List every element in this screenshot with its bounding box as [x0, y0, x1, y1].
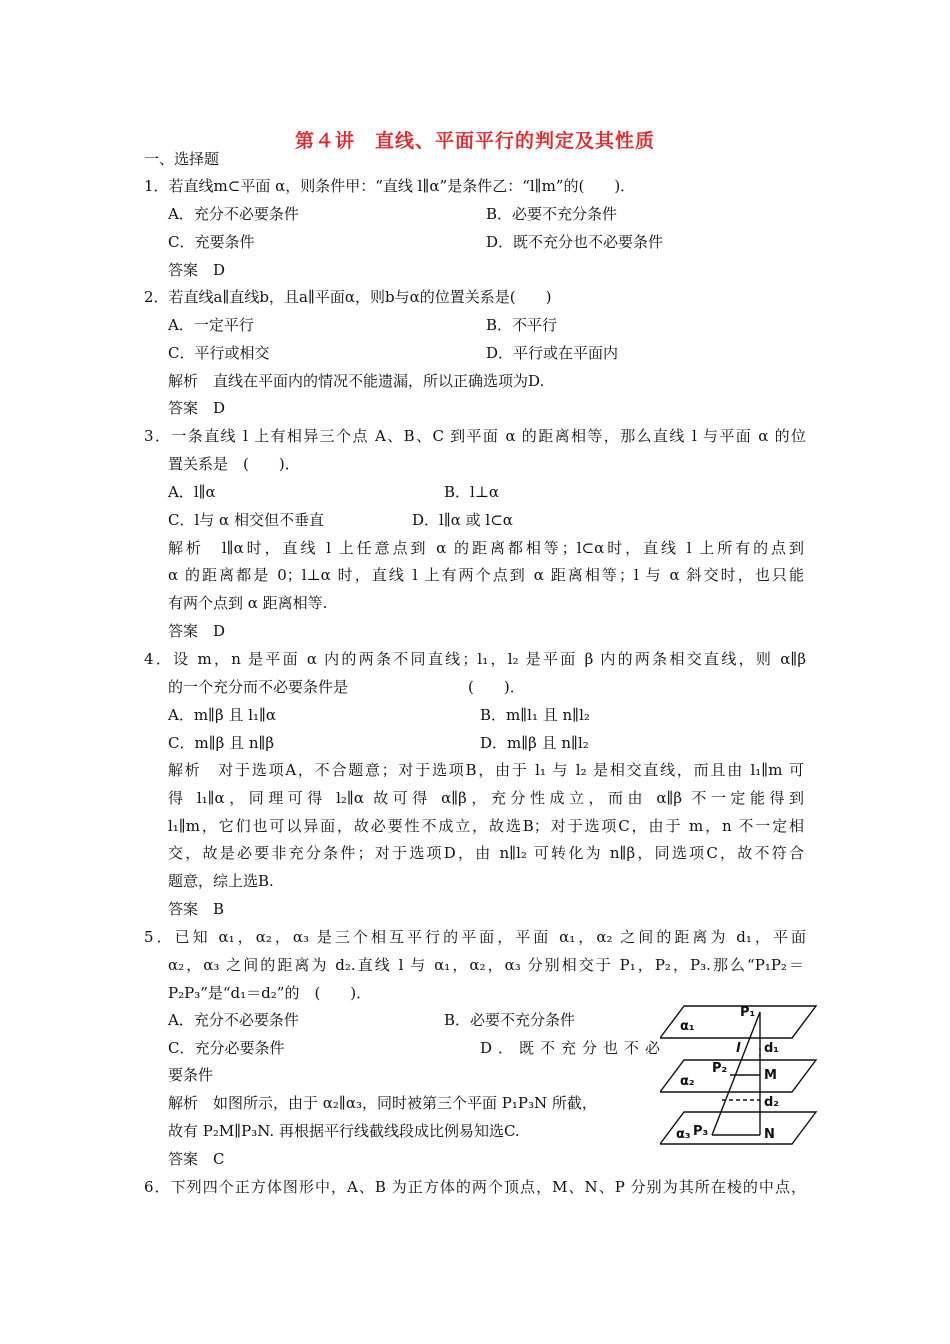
q5-answer: 答案 C — [168, 1150, 225, 1168]
q4-analysis-line5: 题意，综上选B. — [168, 872, 274, 890]
label-p2: P₂ — [712, 1061, 728, 1076]
label-alpha3: α₃ — [676, 1127, 691, 1142]
label-p1: P₁ — [740, 1005, 756, 1020]
parallel-planes-figure — [660, 1000, 818, 1150]
q5-option-b: B．必要不充分条件 — [444, 1011, 576, 1029]
q5-option-a: A．充分不必要条件 — [168, 1011, 299, 1029]
q5-analysis-line1: 解析 如图所示，由于 α₂∥α₃，同时被第三个平面 P₁P₃N 所截， — [168, 1094, 597, 1112]
q2-answer: 答案 D — [168, 399, 226, 417]
label-l: l — [736, 1041, 741, 1056]
q4-option-d: D．m∥β 且 n∥l₂ — [480, 734, 589, 752]
q1-answer: 答案 D — [168, 261, 226, 279]
q5-stem-line1: 5．已知 α₁，α₂，α₃ 是三个相互平行的平面，平面 α₁，α₂ 之间的距离为 d₁，平面 — [144, 928, 806, 946]
q4-option-c: C．m∥β 且 n∥β — [168, 734, 275, 752]
q4-analysis-line2: 得 l₁∥α，同理可得 l₂∥α 故可得 α∥β，充分性成立，而由 α∥β 不一定能得到 — [168, 789, 804, 807]
q4-analysis-line1: 解析 对于选项A，不合题意；对于选项B，由于 l₁ 与 l₂ 是相交直线，而且由 l₁∥m 可 — [168, 761, 804, 779]
q3-option-b: B．l⊥α — [444, 483, 500, 501]
q3-stem-line2: 置关系是 ( )． — [168, 455, 300, 473]
q2-option-d: D．平行或在平面内 — [486, 344, 619, 362]
label-n: N — [764, 1127, 775, 1142]
label-alpha1: α₁ — [680, 1019, 695, 1034]
q3-analysis-line1: 解析 l∥α时，直线 l 上任意点到 α 的距离都相等；l⊂α时，直线 l 上所有的点到 — [168, 539, 804, 557]
page-title: 第４讲 直线、平面平行的判定及其性质 — [294, 130, 655, 152]
q2-option-b: B．不平行 — [486, 316, 558, 334]
q5-option-d-cont: 要条件 — [168, 1066, 214, 1084]
q4-stem-line1: 4．设 m，n 是平面 α 内的两条不同直线；l₁，l₂ 是平面 β 内的两条相交直线，则 α∥β — [144, 650, 806, 668]
q1-option-c: C．充要条件 — [168, 233, 255, 251]
q5-analysis-line2: 故有 P₂M∥P₃N. 再根据平行线截线段成比例易知选C. — [168, 1122, 520, 1140]
q1-option-d: D．既不充分也不必要条件 — [486, 233, 664, 251]
q1-option-b: B．必要不充分条件 — [486, 205, 618, 223]
q3-stem-line1: 3．一条直线 l 上有相异三个点 A、B、C 到平面 α 的距离相等，那么直线 l 与平面 α 的位 — [144, 427, 806, 445]
label-d1: d₁ — [764, 1041, 779, 1056]
label-p3: P₃ — [693, 1124, 709, 1139]
q2-analysis: 解析 直线在平面内的情况不能遗漏，所以正确选项为D. — [168, 372, 545, 390]
q1-stem: 1．若直线m⊂平面 α，则条件甲：“直线 l∥α”是条件乙：“l∥m”的( )． — [144, 177, 636, 195]
q4-analysis-line3: l₁∥m，它们也可以异面，故必要性不成立，故选B；对于选项C，由于 m，n 不一定相 — [168, 817, 804, 835]
q5-option-c: C．充分必要条件 — [168, 1039, 285, 1057]
q4-answer: 答案 B — [168, 900, 225, 918]
q3-option-c: C．l与 α 相交但不垂直 — [168, 511, 324, 529]
q4-stem-line2: 的一个充分而不必要条件是 ( )． — [168, 678, 525, 696]
section-heading: 一、选择题 — [144, 150, 220, 168]
q6-stem-line1: 6．下列四个正方体图形中，A、B 为正方体的两个顶点，M、N、P 分别为其所在棱的中点， — [144, 1178, 806, 1196]
q3-analysis-line2: α 的距离都是 0；l⊥α 时，直线 l 上有两个点到 α 距离相等；l 与 α 斜交时，也只能 — [168, 566, 804, 584]
q2-option-c: C．平行或相交 — [168, 344, 270, 362]
q2-stem: 2．若直线a∥直线b，且a∥平面α，则b与α的位置关系是( ) — [144, 288, 552, 306]
q4-option-b: B．m∥l₁ 且 n∥l₂ — [480, 706, 590, 724]
q1-option-a: A．充分不必要条件 — [168, 205, 299, 223]
q4-option-a: A．m∥β 且 l₁∥α — [168, 706, 277, 724]
label-alpha2: α₂ — [680, 1074, 695, 1089]
q3-analysis-line3: 有两个点到 α 距离相等. — [168, 594, 328, 612]
q5-stem-line2: α₂，α₃ 之间的距离为 d₂.直线 l 与 α₁，α₂，α₃ 分别相交于 P₁，P₂，P₃.那么“P₁P₂＝ — [168, 956, 804, 974]
q4-analysis-line4: 交，故是必要非充分条件；对于选项D，由 n∥l₂ 可转化为 n∥β，同选项C，故不符合 — [168, 844, 804, 862]
q5-option-d: D．既不充分也不必 — [480, 1039, 667, 1057]
label-m: M — [764, 1068, 777, 1083]
q3-option-d: D．l∥α 或 l⊂α — [412, 511, 513, 529]
q3-answer: 答案 D — [168, 622, 226, 640]
q2-option-a: A．一定平行 — [168, 316, 254, 334]
q3-option-a: A．l∥α — [168, 483, 216, 501]
q5-stem-line3: P₂P₃”是“d₁＝d₂”的 ( )． — [168, 984, 372, 1002]
label-d2: d₂ — [764, 1095, 779, 1110]
